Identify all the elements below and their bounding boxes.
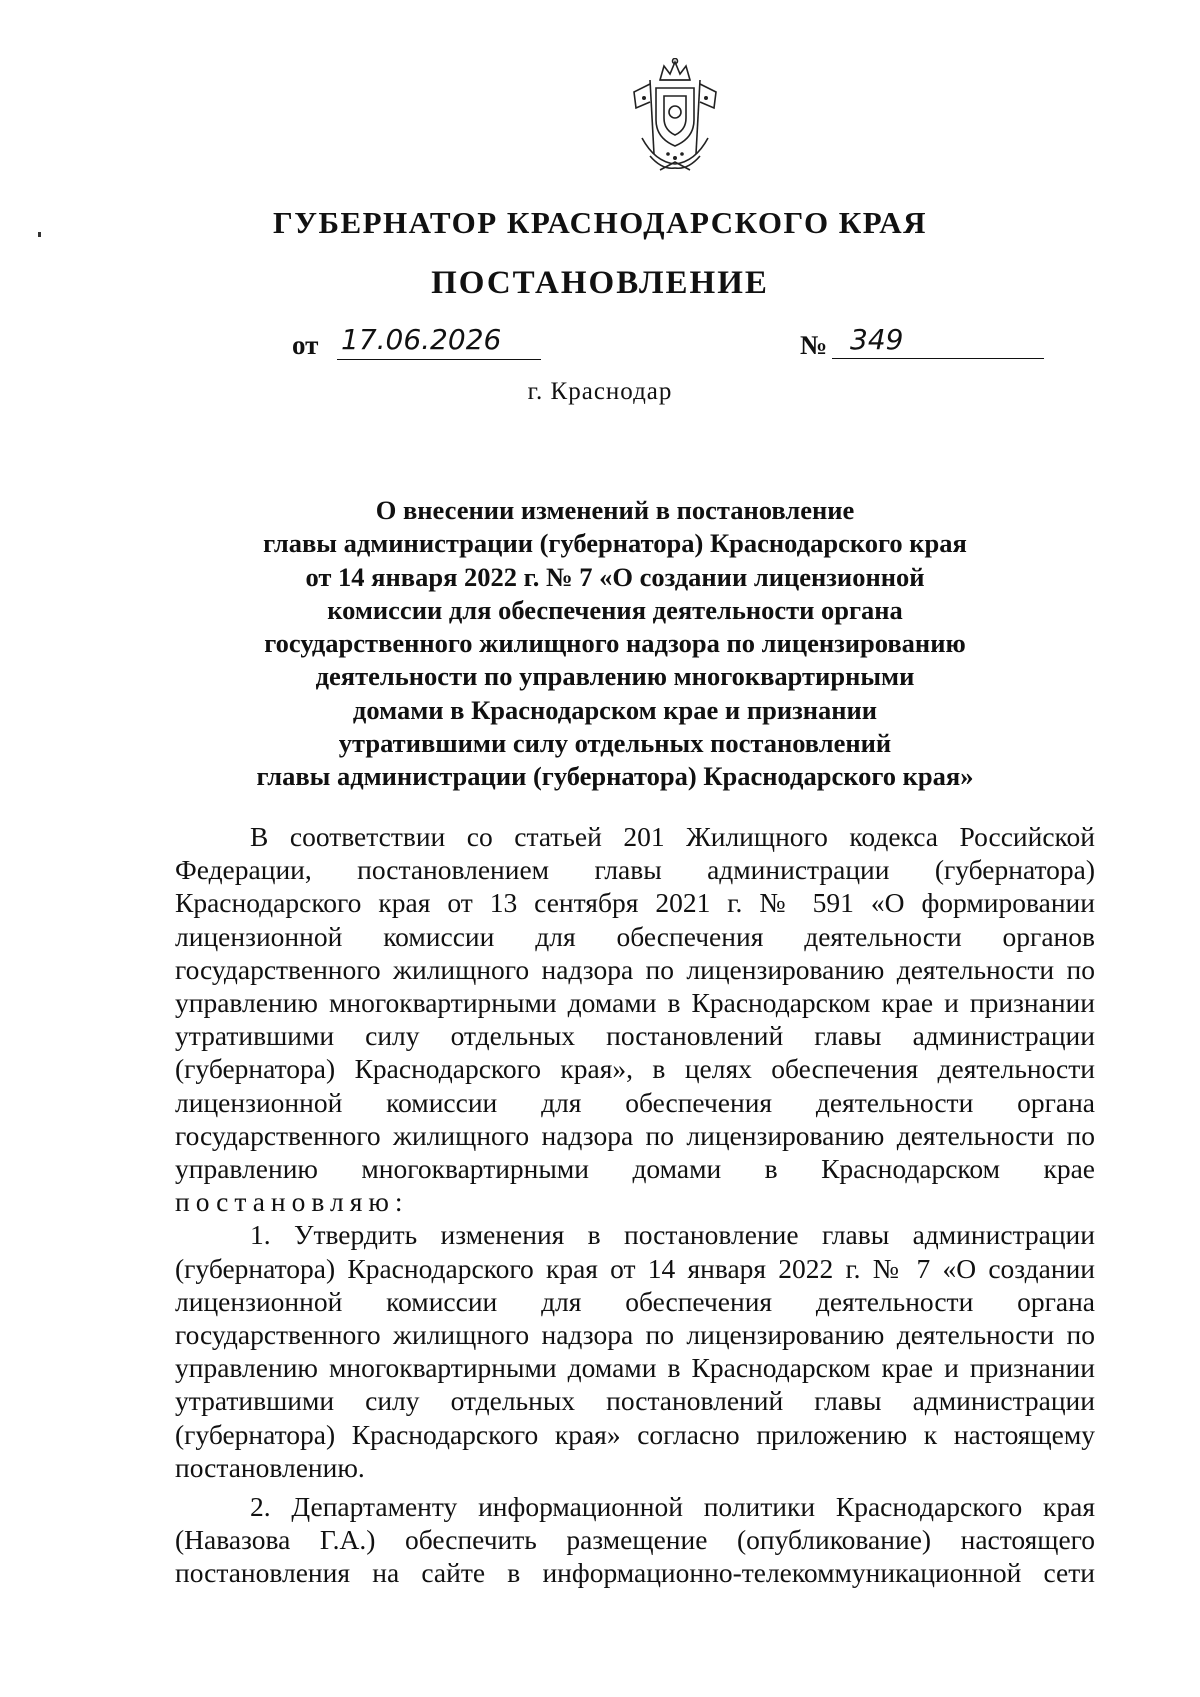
- subject-line: деятельности по управлению многоквартирными: [315, 661, 915, 692]
- subject-line: О внесении изменений в постановление: [375, 495, 855, 525]
- subject-line: главы администрации (губернатора) Краснодарского края: [263, 528, 967, 559]
- document-type: ПОСТАНОВЛЕНИЕ: [431, 265, 769, 301]
- subject-line: комиссии для обеспечения деятельности органа: [327, 594, 903, 625]
- resolve-text: постановляю:: [175, 1186, 409, 1218]
- number-label: №: [800, 330, 828, 360]
- coat-of-arms-icon: [620, 58, 730, 176]
- document-subject: [170, 494, 1060, 794]
- date-prefix: от: [292, 330, 319, 360]
- subject-line: главы администрации (губернатора) Краснодарского края»: [256, 761, 974, 792]
- subject-line: домами в Краснодарском крае и признании: [352, 694, 878, 725]
- document-number: 349: [832, 323, 1044, 359]
- subject-line: утратившими силу отдельных постановлений: [338, 728, 892, 759]
- subject-line: государственного жилищного надзора по лицензированию: [264, 628, 966, 659]
- document-date: 17.06.2026: [337, 323, 541, 360]
- preamble-paragraph: В соответствии со статьей 201 Жилищного кодекса Российской Федерации, постановлением главы администрации (губернатора) Краснодарского края от 13 сентября 2021 г. № 591 «О формировании лицензионной комиссии для обеспечения деятельности органов государственного жилищного надзора по лицензированию деятельности по управлению многоквартирными домами в Краснодарском крае и признании утратившими силу отдельных постановлений главы администрации (губернатора) Краснодарского края», в целях обеспечения деятельности лицензионной комиссии для обеспечения деятельности органа государственного жилищного надзора по лицензированию деятельности по управлению многоквартирными домами в Краснодарском крае: [175, 821, 1095, 1185]
- issuing-authority: ГУБЕРНАТОР КРАСНОДАРСКОГО КРАЯ: [272, 205, 928, 240]
- subject-line: от 14 января 2022 г. № 7 «О создании лицензионной: [305, 561, 925, 592]
- resolve-word: [175, 1185, 1095, 1218]
- document-body: [175, 820, 1095, 1590]
- item-2-paragraph: 2. Департаменту информационной политики Краснодарского края (Навазова Г.А.) обеспечить размещение (опубликование) настоящего постановления на сайте в информационно-телекоммуникационной сети: [175, 1491, 1095, 1589]
- item-1-paragraph: 1. Утвердить изменения в постановление главы администрации (губернатора) Краснодарского края от 14 января 2022 г. № 7 «О создании лицензионной комиссии для обеспечения деятельности органа государственного жилищного надзора по лицензированию деятельности по управлению многоквартирными домами в Краснодарском крае и признании утратившими силу отдельных постановлений главы администрации (губернатора) Краснодарского края» согласно приложению к настоящему постановлению.: [175, 1219, 1095, 1483]
- city: г. Краснодар: [527, 378, 673, 405]
